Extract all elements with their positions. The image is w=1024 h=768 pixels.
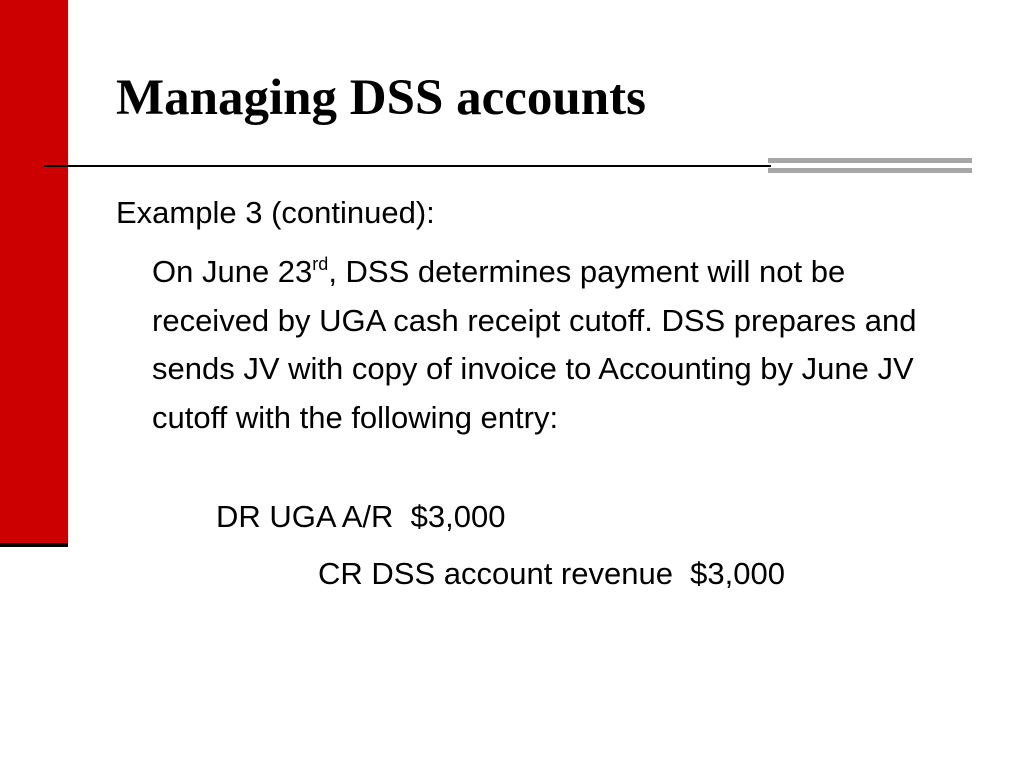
title-divider-gray-line-upper	[768, 158, 972, 163]
credit-entry-line: CR DSS account revenue $3,000	[318, 556, 785, 591]
paragraph-text-rest: , DSS determines payment will not be received by UGA cash receipt cutoff. DSS prepares and sends JV with copy of invoice to Accounting by June JV cutoff with the following entry:	[152, 254, 917, 435]
example-paragraph	[152, 248, 952, 442]
red-accent-bar	[0, 0, 68, 545]
accent-bar-underline	[0, 543, 68, 547]
title-divider-gray-line-lower	[768, 168, 972, 173]
ordinal-superscript: rd	[312, 254, 329, 274]
example-subheading: Example 3 (continued):	[116, 195, 435, 230]
debit-entry-line: DR UGA A/R $3,000	[216, 499, 506, 534]
slide-title: Managing DSS accounts	[116, 70, 646, 126]
paragraph-text-start: On June 23	[152, 254, 313, 289]
title-divider-line	[44, 165, 771, 167]
